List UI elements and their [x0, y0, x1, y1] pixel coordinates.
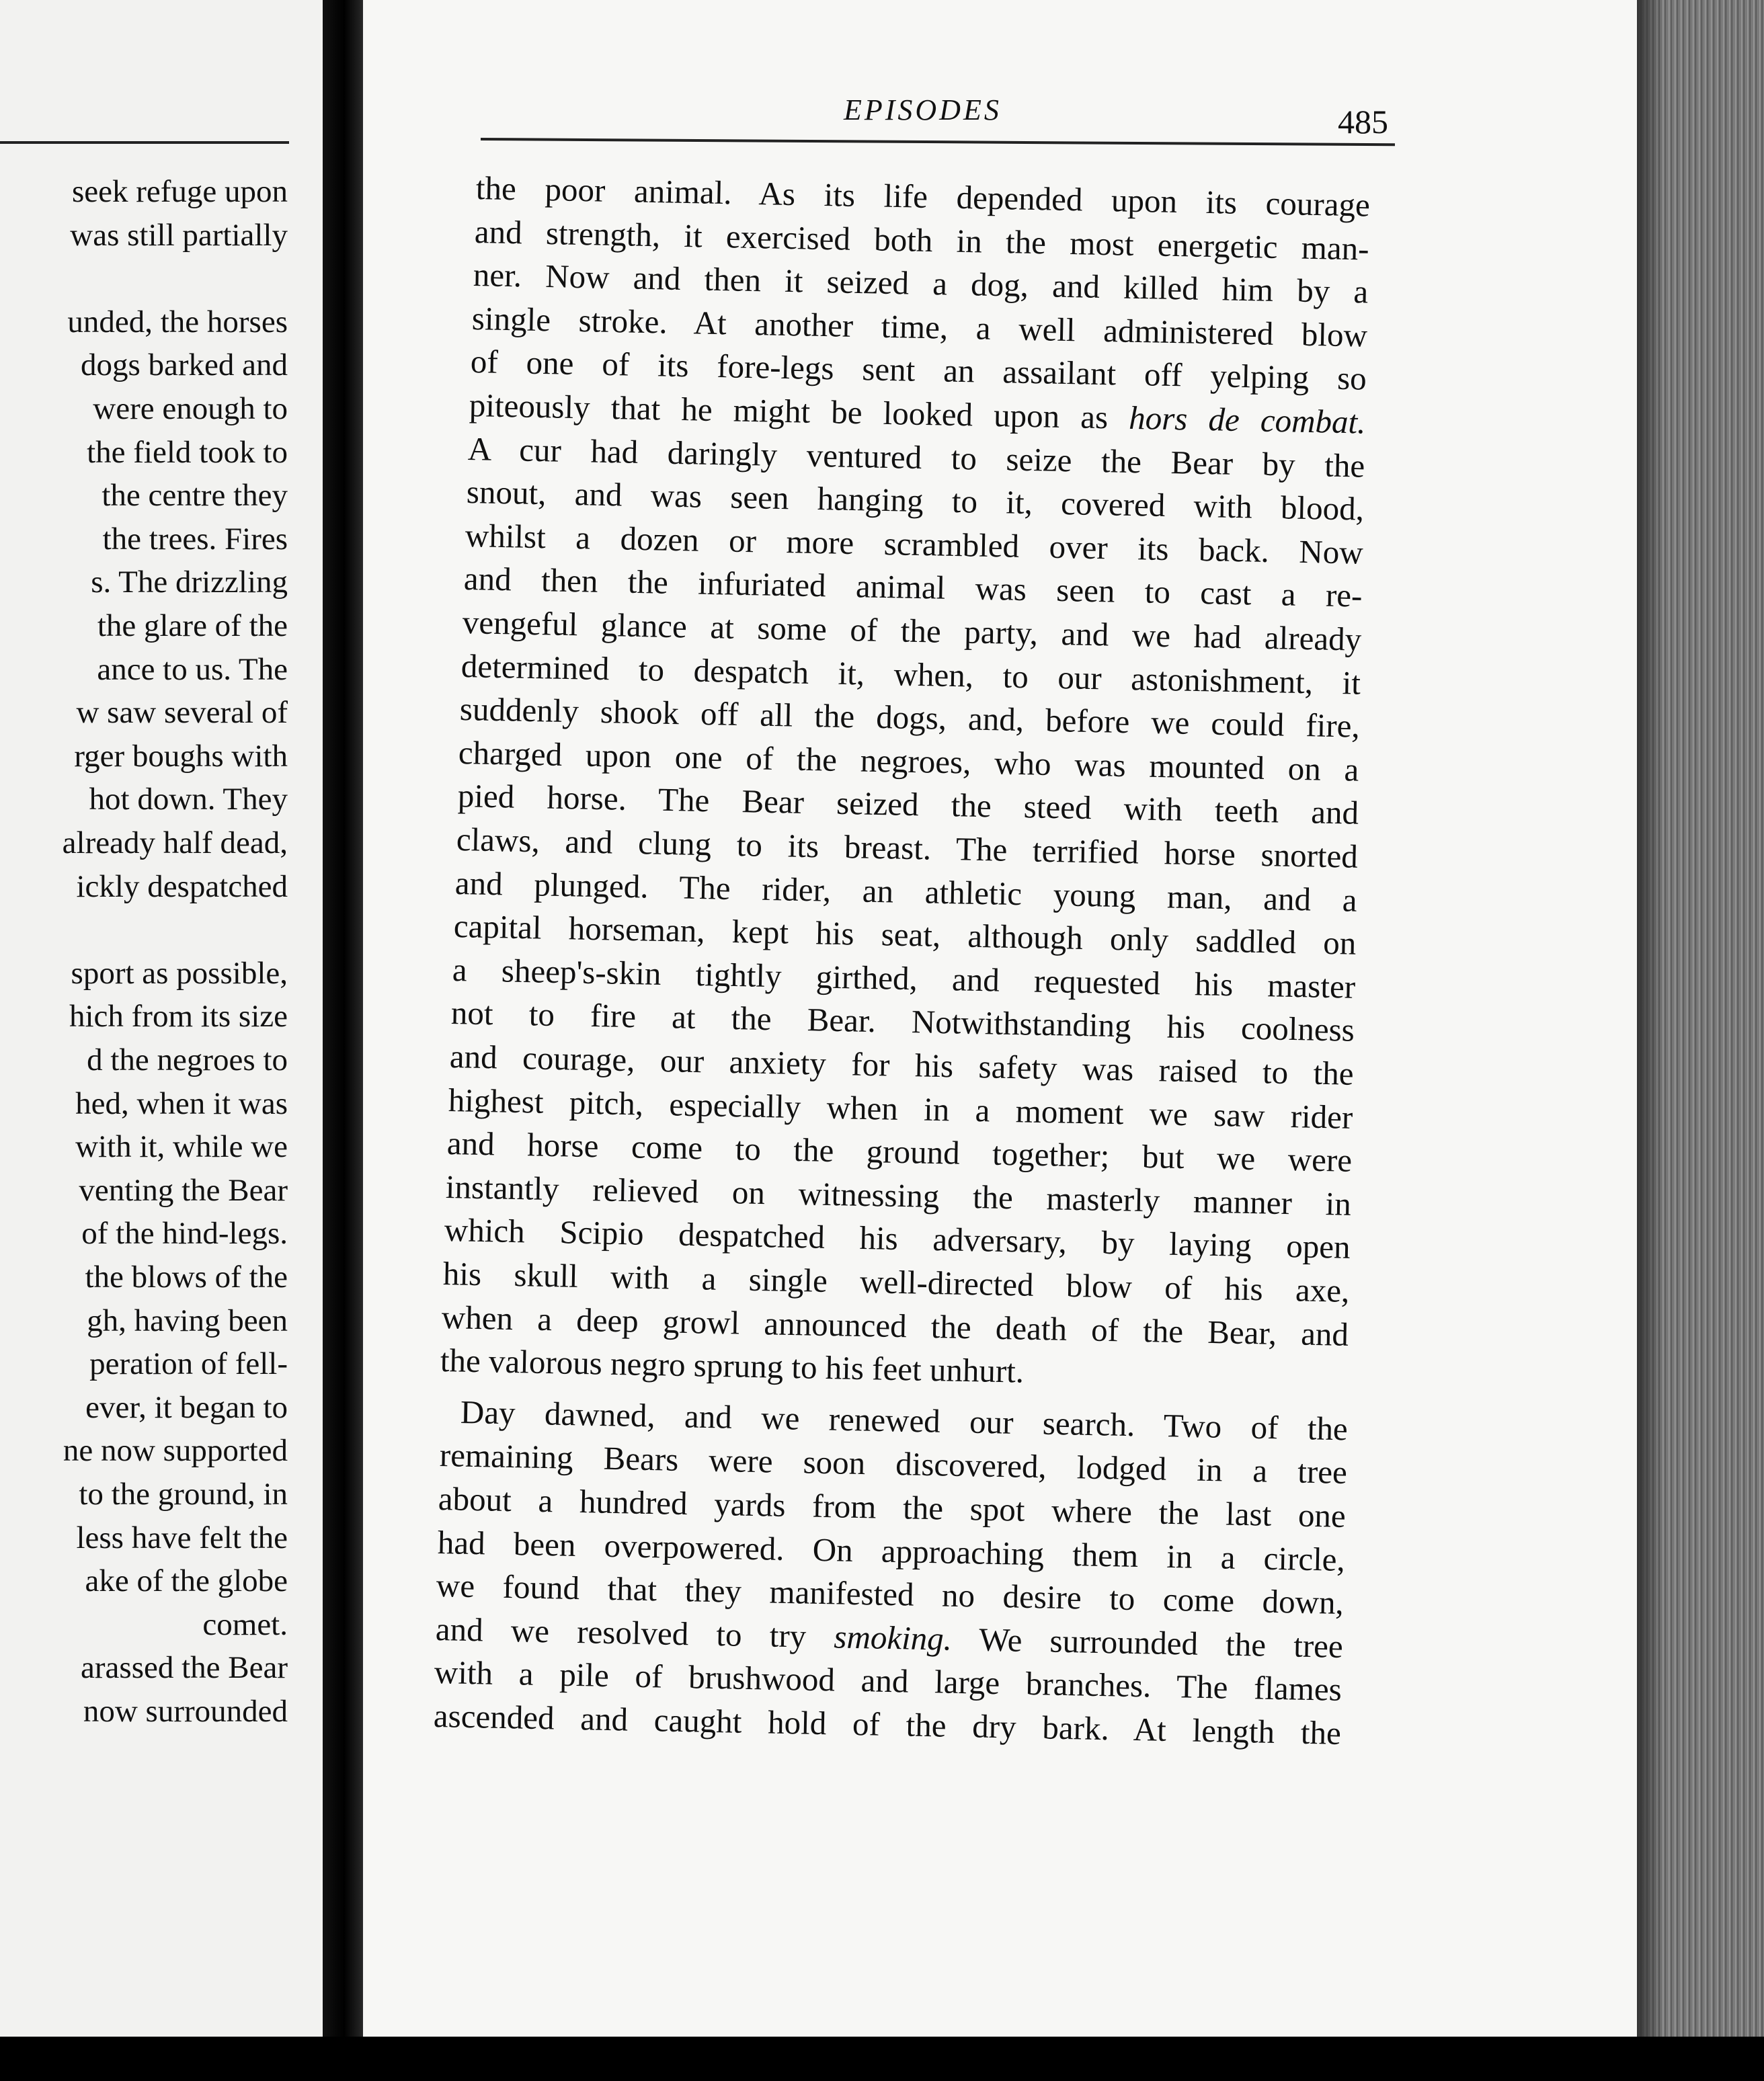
left-page-line: d the negroes to	[87, 1043, 288, 1077]
text-line: single stroke. At another time, a well administered blow	[471, 299, 1368, 354]
left-page-line: gh, having been	[87, 1303, 288, 1338]
italic-text-run: smoking.	[833, 1618, 953, 1658]
left-page-line: hed, when it was	[75, 1086, 288, 1121]
text-line: claws, and clung to its breast. The terrified horse snorted	[456, 821, 1358, 875]
italic-text-run: hors de combat.	[1128, 399, 1367, 441]
left-page-line: the trees. Fires	[102, 521, 288, 557]
text-line: and strength, it exercised both in the most energetic man-	[474, 212, 1370, 268]
left-page-line: the field took to	[87, 434, 288, 470]
left-page-line: hich from its size	[69, 999, 288, 1034]
left-page-line: ne now supported	[63, 1433, 288, 1469]
text-line: A cur had daringly ventured to seize the Bear by the	[467, 430, 1365, 485]
text-line	[469, 386, 1367, 441]
text-line: capital horseman, kept his seat, although only saddled on	[453, 907, 1357, 962]
left-page-line: ance to us. The	[97, 651, 288, 687]
text-line: of one of its fore-legs sent an assailant off yelping so	[470, 343, 1367, 397]
left-page-line: arassed the Bear	[81, 1650, 288, 1686]
left-page-line: now surrounded	[83, 1694, 288, 1729]
text-run: We surrounded the tree	[951, 1620, 1344, 1665]
text-line: remaining Bears were soon discovered, lodged in a tree	[439, 1436, 1347, 1492]
left-page-line: comet.	[202, 1606, 288, 1642]
left-page-line: venting the Bear	[79, 1172, 288, 1208]
text-line: ner. Now and then it seized a dog, and killed him by a	[473, 256, 1369, 311]
scan-bottom-edge	[0, 2037, 1764, 2081]
text-line: his skull with a single well-directed blow of his axe,	[442, 1255, 1350, 1309]
text-line: ascended and caught hold of the dry bark. At length the	[433, 1697, 1342, 1752]
text-line: about a hundred yards from the spot where the last one	[438, 1480, 1347, 1535]
left-page-line: s. The drizzling	[91, 565, 288, 600]
text-line	[435, 1610, 1344, 1665]
text-line: when a deep growl announced the death of the Bear, and	[441, 1298, 1349, 1353]
text-line: and then the infuriated animal was seen to cast a re-	[463, 560, 1363, 615]
left-page-line: the centre they	[102, 478, 288, 514]
text-line: charged upon one of the negroes, who was mounted on a	[458, 733, 1360, 788]
left-page-line: were enough to	[93, 391, 288, 426]
text-line: and plunged. The rider, an athletic young man, and a	[454, 864, 1357, 919]
left-page-line: sport as possible,	[71, 955, 288, 991]
left-page-line: ake of the globe	[85, 1563, 288, 1599]
text-line: and courage, our anxiety for his safety was raised to the	[449, 1038, 1354, 1092]
text-line: suddenly shook off all the dogs, and, before we could fire,	[459, 690, 1361, 745]
left-page-line: w saw several of	[76, 695, 288, 731]
text-line: determined to despatch it, when, to our astonishment, it	[460, 647, 1361, 702]
left-page-line: peration of fell-	[89, 1346, 288, 1382]
text-line: which Scipio despatched his adversary, by laying open	[444, 1211, 1351, 1266]
left-page-line: dogs barked and	[80, 348, 288, 383]
text-line: had been overpowered. On approaching them in a circle,	[437, 1523, 1345, 1578]
text-line: pied horse. The Bear seized the steed with teeth and	[456, 777, 1359, 832]
text-line: and horse come to the ground together; but we were	[446, 1125, 1353, 1180]
left-page-line: with it, while we	[75, 1129, 288, 1165]
left-page-line: seek refuge upon	[71, 174, 288, 209]
left-page-line: rger boughs with	[74, 738, 288, 774]
left-page-line: less have felt the	[76, 1520, 288, 1555]
left-page-line: ever, it began to	[85, 1389, 288, 1425]
text-line: a sheep's-skin tightly girthed, and requested his master	[452, 950, 1356, 1006]
text-line: vengeful glance at some of the party, and we had already	[462, 604, 1363, 658]
text-line: we found that they manifested no desire to come down,	[436, 1567, 1345, 1622]
text-line: with a pile of brushwood and large branches. The flames	[434, 1654, 1342, 1709]
text-line: instantly relieved on witnessing the masterly manner in	[445, 1168, 1352, 1223]
text-line: whilst a dozen or more scrambled over its back. Now	[465, 516, 1364, 571]
left-page-line: unded, the horses	[67, 304, 288, 339]
text-line: the poor animal. As its life depended upon its courage	[475, 169, 1371, 224]
text-line: snout, and was seen hanging to it, covered with blood,	[466, 473, 1365, 528]
text-run: and we resolved to try	[435, 1610, 834, 1656]
left-page-line: hot down. They	[89, 782, 288, 817]
left-page-line: was still partially	[70, 217, 288, 253]
text-line: Day dawned, and we renewed our search. Two of the	[460, 1393, 1349, 1448]
page-number: 485	[1338, 103, 1388, 140]
left-page-line: of the hind-legs.	[81, 1216, 288, 1252]
text-run: piteously that he might be looked upon as	[469, 386, 1130, 436]
left-page-line: ickly despatched	[76, 868, 288, 904]
left-page-line: already half dead,	[62, 825, 288, 860]
left-page-line: to the ground, in	[79, 1477, 288, 1512]
running-head: EPISODES	[844, 93, 1002, 126]
text-line: not to fire at the Bear. Notwithstanding his coolness	[450, 994, 1355, 1049]
text-line: highest pitch, especially when in a moment we saw rider	[448, 1081, 1353, 1136]
left-page-line: the blows of the	[85, 1260, 288, 1295]
left-page-line: the glare of the	[97, 608, 288, 643]
text-line: the valorous negro sprung to his feet unhurt.	[440, 1342, 1025, 1390]
